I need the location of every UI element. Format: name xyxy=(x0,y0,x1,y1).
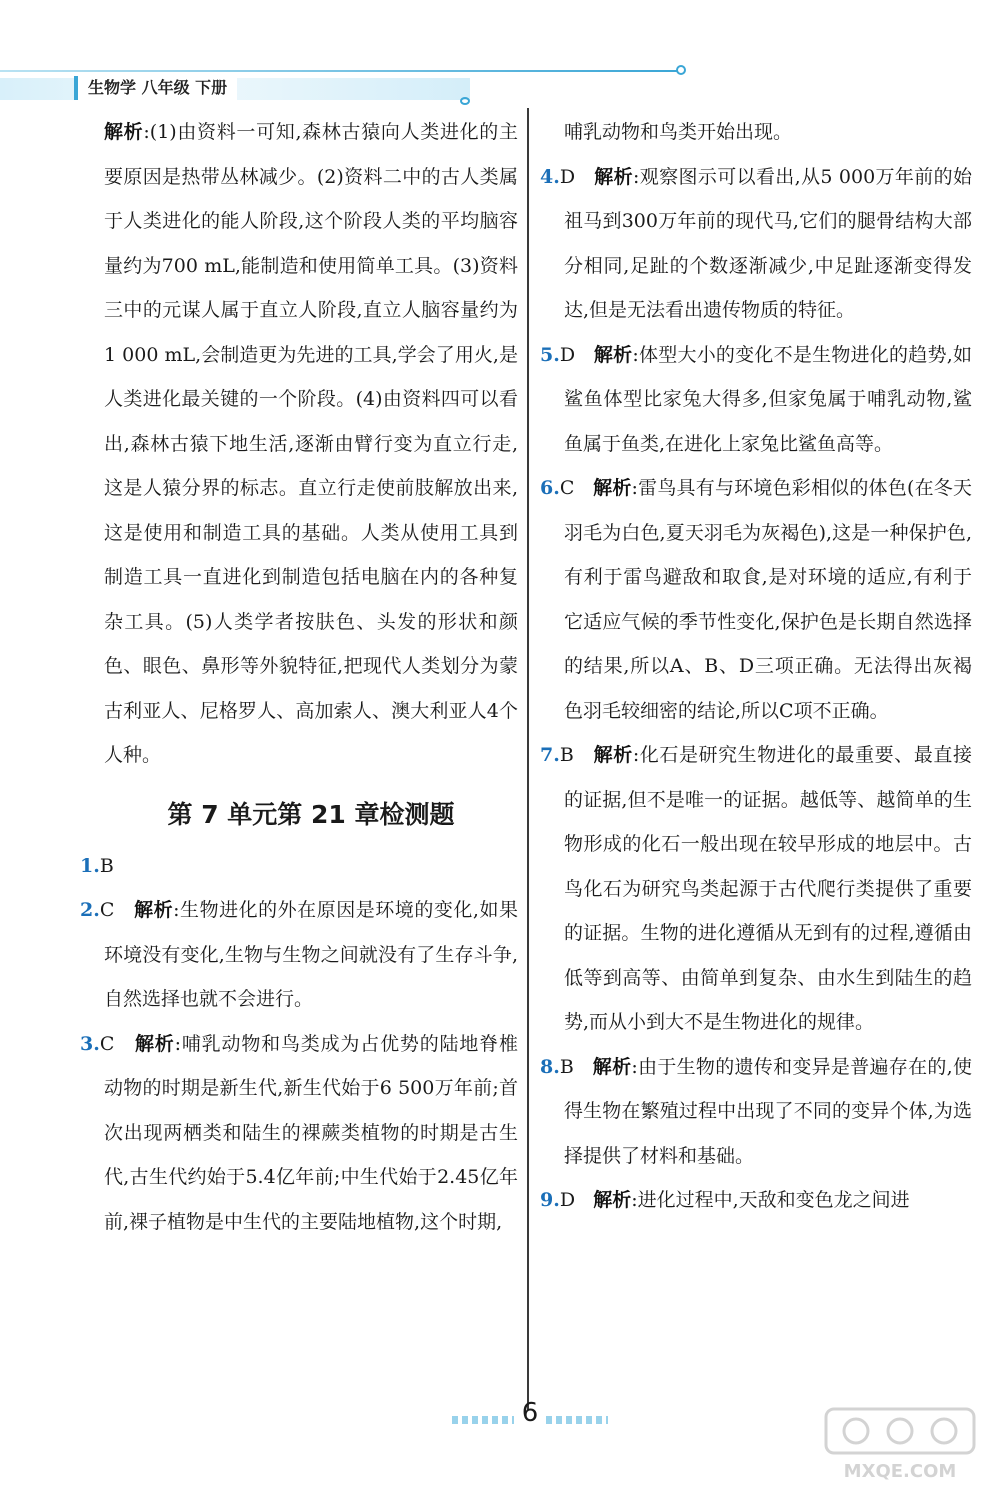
answer-item xyxy=(540,155,972,333)
item-explanation: :化石是研究生物进化的最重要、最直接的证据,但不是唯一的证据。越低等、越简单的生物形成的化石一般出现在较早形成的地层中。古鸟化石为研究鸟类起源于古代爬行类提供了重要的证据。生物的进化遵循从无到有的过程,遵循由低等到高等、由简单到复杂、由水生到陆生的趋势,而从小到大不是生物进化的规律。 xyxy=(564,744,972,1033)
answer-item xyxy=(540,733,972,1045)
page-number: 6 xyxy=(521,1398,539,1428)
footer-ornament-left xyxy=(452,1416,514,1424)
continuation-text: 哺乳动物和鸟类开始出现。 xyxy=(564,121,793,143)
item-answer: B xyxy=(99,854,114,877)
item-answer: C xyxy=(99,1032,115,1055)
header-rule xyxy=(0,70,680,72)
analysis-keyword: 解析 xyxy=(593,343,633,366)
item-explanation: :由于生物的遗传和变异是普遍存在的,使得生物在繁殖过程中出现了不同的变异个体,为选择提供了材料和基础。 xyxy=(564,1055,972,1167)
answer-item xyxy=(540,1178,972,1223)
item-answer: C xyxy=(559,477,575,499)
analysis-keyword: 解析 xyxy=(593,477,632,499)
answer-item xyxy=(80,844,518,889)
item-answer: D xyxy=(559,343,576,366)
analysis-keyword: 解析 xyxy=(593,1189,632,1211)
item-explanation: :体型大小的变化不是生物进化的趋势,如鲨鱼体型比家兔大得多,但家兔属于哺乳动物,鲨鱼属于鱼类,在进化上家兔比鲨鱼高等。 xyxy=(564,343,972,455)
analysis-keyword: 解析 xyxy=(134,899,174,921)
answer-item xyxy=(540,1045,972,1179)
item-explanation: :生物进化的外在原因是环境的变化,如果环境没有变化,生物与生物之间就没有了生存斗争,自然选择也就不会进行。 xyxy=(104,899,518,1010)
item-answer: C xyxy=(99,899,115,921)
header-strip-ornament xyxy=(460,97,470,105)
answer-item xyxy=(80,888,518,1022)
item-answer: B xyxy=(559,1055,574,1078)
item-number: 7. xyxy=(540,744,560,766)
analysis-keyword: 解析 xyxy=(594,165,634,188)
analysis-text: :(1)由资料一可知,森林古猿向人类进化的主要原因是热带丛林减少。(2)资料二中的古人类属于人类进化的能人阶段,这个阶段人类的平均脑容量约为700 mL,能制造和使用简单工具。(3)资料三中的元谋人属于直立人阶段,直立人脑容量约为1 000 mL,会制造更为先进的工具,学会了用火,是人类进化最关键的一个阶段。(4)由资料四可以看出,森林古猿下地生活,逐渐由臂行变为直立行走,这是人猿分界的标志。直立行走使前肢解放出来,这是使用和制造工具的基础。人类从使用工具到制造工具一直进化到制造包括电脑在内的各种复杂工具。(5)人类学者按肤色、头发的形状和颜色、眼色、鼻形等外貌特征,把现代人类划分为蒙古利亚人、尼格罗人、高加索人、澳大利亚人4个人种。 xyxy=(104,121,518,766)
section-title: 第 7 单元第 21 章检测题 xyxy=(167,799,455,829)
item-explanation: :哺乳动物和鸟类成为占优势的陆地脊椎动物的时期是新生代,新生代始于6 500万年前;首次出现两栖类和陆生的裸蕨类植物的时期是古生代,古生代约始于5.4亿年前;中生代始于2.45亿年前,裸子植物是中生代的主要陆地植物,这个时期, xyxy=(104,1032,519,1233)
item-answer: D xyxy=(559,1189,576,1211)
footer-ornament-right xyxy=(546,1416,608,1424)
analysis-keyword: 解析 xyxy=(134,1032,175,1055)
answer-item xyxy=(540,466,972,733)
column-divider xyxy=(527,108,529,1410)
item-answer: D xyxy=(559,165,576,188)
item-answer: B xyxy=(559,744,574,766)
watermark-logo xyxy=(820,1405,980,1485)
watermark-text: MXQE.COM xyxy=(843,1461,957,1482)
item-explanation: :进化过程中,天敌和变色龙之间进 xyxy=(631,1189,910,1211)
right-column xyxy=(540,110,972,1223)
item-number: 8. xyxy=(540,1055,560,1078)
item-number: 5. xyxy=(540,343,560,366)
item-explanation: :观察图示可以看出,从5 000万年前的始祖马到300万年前的现代马,它们的腿骨结构大部分相同,足趾的个数逐渐减少,中足趾逐渐变得发达,但是无法看出遗传物质的特征。 xyxy=(564,165,972,321)
item-number: 9. xyxy=(540,1189,560,1211)
analysis-keyword: 解析 xyxy=(104,121,144,143)
left-column xyxy=(80,110,518,1244)
item-number: 3. xyxy=(80,1032,100,1055)
item-number: 2. xyxy=(80,899,100,921)
answer-item xyxy=(540,333,972,467)
running-header-title: 生物学 八年级 下册 xyxy=(74,76,237,100)
item-number: 1. xyxy=(80,854,100,877)
item-explanation: :雷鸟具有与环境色彩相似的体色(在冬天羽毛为白色,夏天羽毛为灰褐色),这是一种保护色,有利于雷鸟避敌和取食,是对环境的适应,有利于它适应气候的季节性变化,保护色是长期自然选择的结果,所以A、B、D三项正确。无法得出灰褐色羽毛较细密的结论,所以C项不正确。 xyxy=(564,477,972,722)
analysis-keyword: 解析 xyxy=(592,1055,632,1078)
item-number: 4. xyxy=(540,165,560,188)
analysis-keyword: 解析 xyxy=(593,744,633,766)
analysis-paragraph xyxy=(80,110,518,778)
answer-item xyxy=(80,1022,518,1245)
item-number: 6. xyxy=(540,477,560,499)
header-rule-end-dot xyxy=(676,65,686,75)
